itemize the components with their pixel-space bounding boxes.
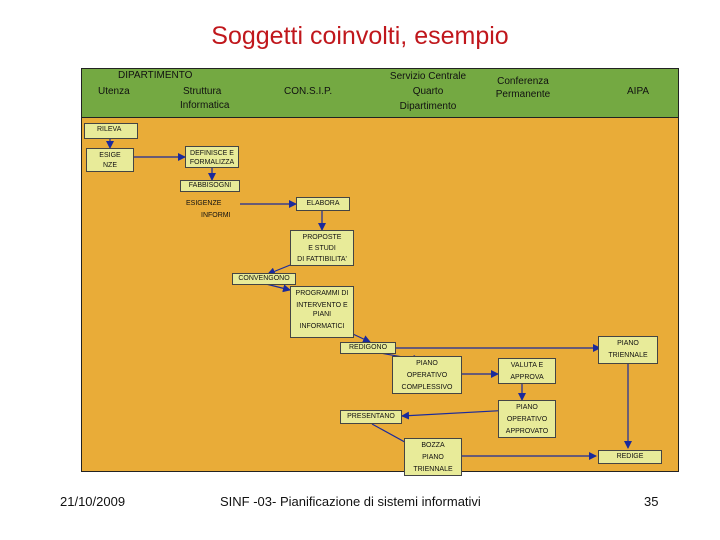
step-programmi-line1: PROGRAMMI DI (295, 290, 349, 297)
header-dipartimento: DIPARTIMENTO (118, 70, 193, 81)
step-proposte-studi (290, 230, 354, 266)
step-bozza-line1: BOZZA (421, 442, 445, 449)
step-convengono: CONVENGONO (232, 273, 296, 285)
step-piano-approvato-line1: PIANO (516, 404, 538, 411)
header-consip: CON.S.I.P. (284, 86, 333, 97)
step-presentano: PRESENTANO (340, 410, 402, 424)
step-proposte-line1: PROPOSTE (302, 234, 342, 241)
step-piano-operativo-line1: PIANO (416, 360, 438, 367)
step-redigono: REDIGONO (340, 342, 396, 354)
step-valuta-line2: APPROVA (510, 374, 544, 381)
footer-page-number: 35 (644, 494, 659, 509)
step-fabbisogni: FABBISOGNI (180, 180, 240, 192)
step-programmi-line4: INFORMATICI (299, 323, 345, 330)
step-definisce-line1: DEFINISCE E (190, 150, 234, 157)
step-piano-triennale (598, 336, 658, 364)
step-esigenze-line1: ESIGE (99, 152, 121, 159)
header-struttura: Struttura (183, 86, 222, 97)
slide-title: Soggetti coinvolti, esempio (211, 22, 509, 50)
step-bozza-line3: TRIENNALE (413, 466, 453, 473)
step-programmi-line3: PIANI (312, 311, 332, 318)
step-piano-triennale-line1: PIANO (617, 340, 639, 347)
step-definisce-line2: FORMALIZZA (189, 159, 235, 166)
step-piano-approvato-line3: APPROVATO (505, 428, 549, 435)
step-proposte-line3: DI FATTIBILITA' (297, 256, 347, 263)
footer-date: 21/10/2009 (60, 494, 126, 509)
header-servizio-line3: Dipartimento (399, 101, 457, 112)
step-piano-operativo-line3: COMPLESSIVO (401, 384, 453, 391)
step-programmi-line2: INTERVENTO E (296, 302, 348, 309)
step-bozza-line2: PIANO (422, 454, 444, 461)
step-definisce-formalizza (185, 146, 239, 168)
step-valuta-line1: VALUTA E (510, 362, 544, 369)
header-servizio-line1: Servizio Centrale (389, 71, 467, 82)
step-programmi-intervento (290, 286, 354, 338)
step-elabora: ELABORA (296, 197, 350, 211)
step-rileva: RILEVA (84, 123, 138, 139)
step-redige: REDIGE (598, 450, 662, 464)
header-conferenza-line2: Permanente (495, 89, 551, 100)
step-piano-triennale-line2: TRIENNALE (608, 352, 648, 359)
step-piano-approvato-line2: OPERATIVO (506, 416, 548, 423)
step-esigenze (86, 148, 134, 172)
step-piano-operativo-complessivo (392, 356, 462, 394)
step-proposte-line2: E STUDI (308, 245, 336, 252)
header-informatica: Informatica (180, 100, 230, 111)
label-informi: INFORMI (201, 212, 231, 219)
header-conferenza-line1: Conferenza (497, 76, 549, 87)
step-piano-operativo-line2: OPERATIVO (406, 372, 448, 379)
step-esigenze-line2: NZE (103, 162, 117, 169)
footer-course: SINF -03- Pianificazione di sistemi informativi (220, 494, 481, 509)
step-bozza-piano-triennale (404, 438, 462, 476)
header-aipa: AIPA (627, 86, 650, 97)
header-utenza: Utenza (98, 86, 130, 97)
header-servizio-line2: Quarto (412, 86, 444, 97)
label-esigenze: ESIGENZE (186, 200, 222, 207)
step-piano-operativo-approvato (498, 400, 556, 438)
arrow-approvato-presentano (402, 410, 512, 416)
step-valuta-approva (498, 358, 556, 384)
